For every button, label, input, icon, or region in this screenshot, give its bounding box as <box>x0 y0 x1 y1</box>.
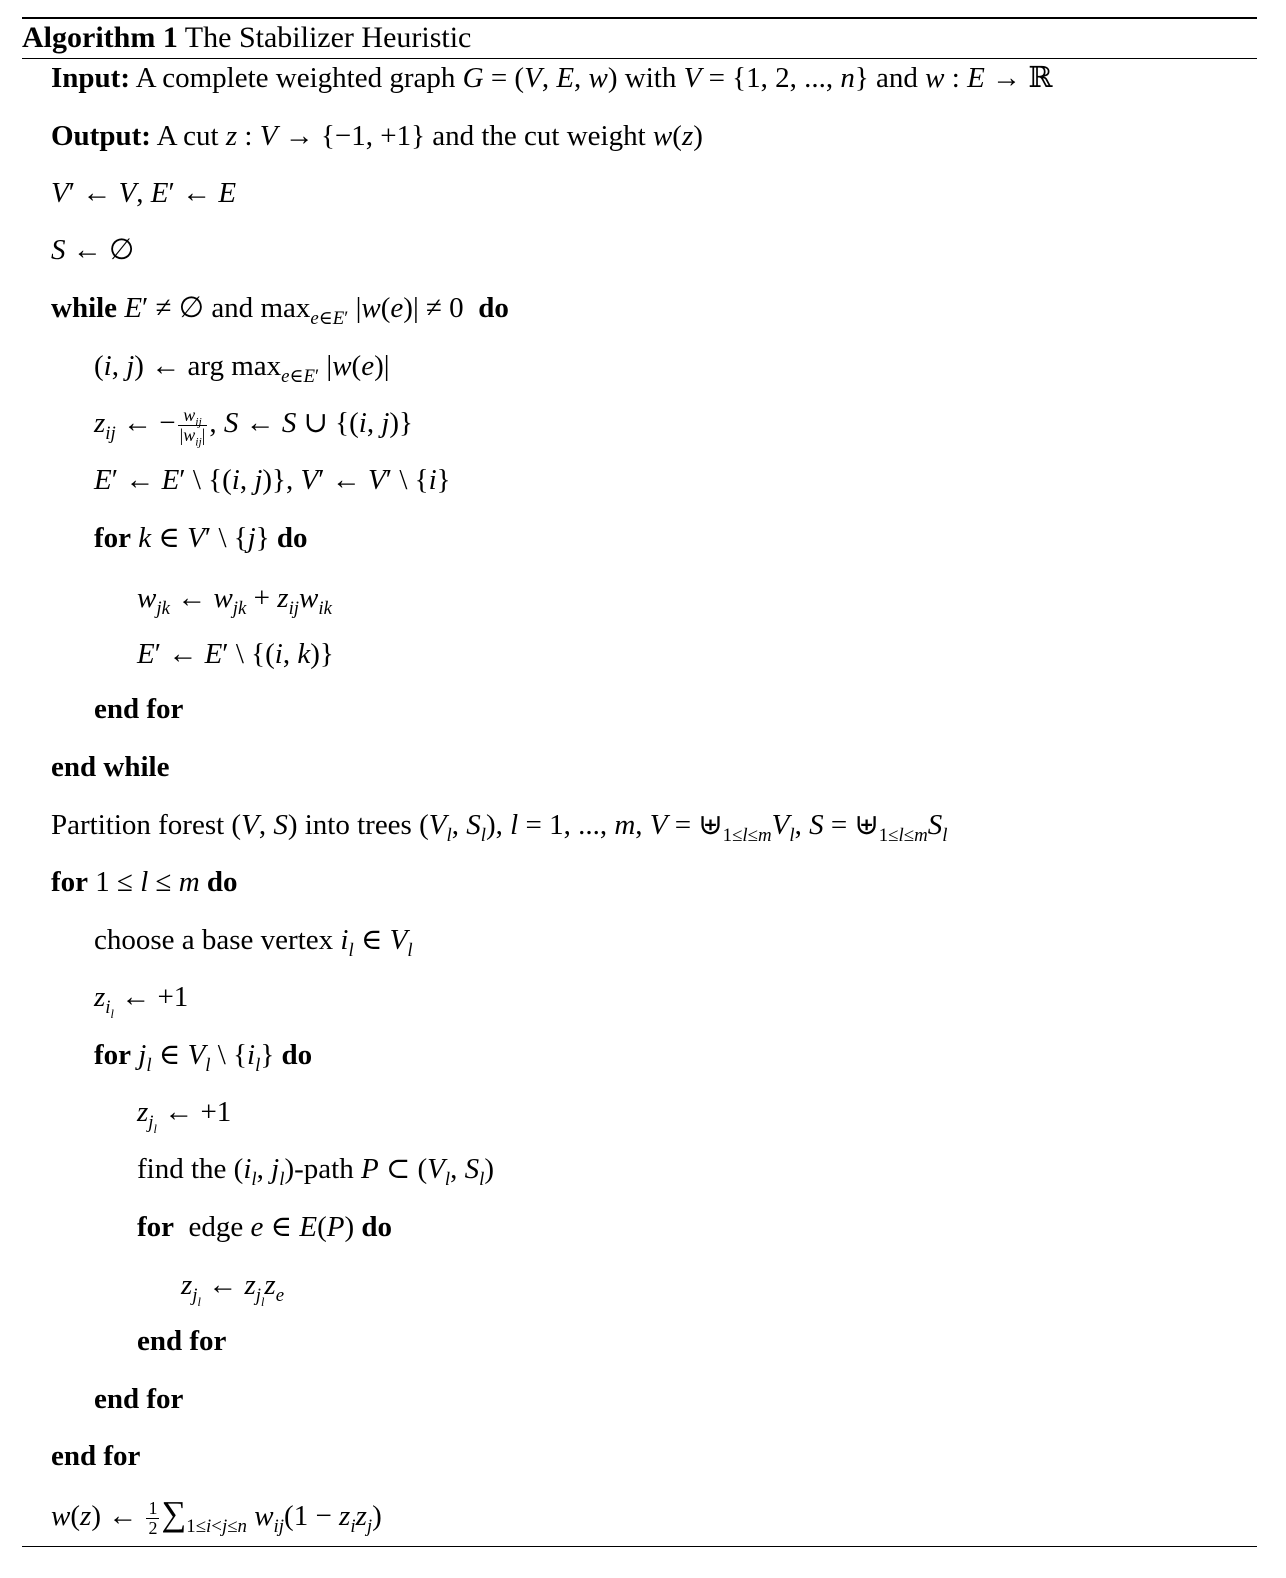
for-keyword: for <box>94 522 132 554</box>
input-line: Input: A complete weighted graph G = (V, E, w) with V = {1, 2, ..., n} and w : E → ℝ <box>51 62 1053 94</box>
bottom-rule <box>22 1546 1257 1547</box>
while-line: while E′ ≠ ∅ and $\max_{e\in E'} |w(e)| \ne 0$ do <box>51 292 509 329</box>
z-jl-line: $z_{j_l}$ ← +1 <box>137 1096 232 1136</box>
for-keyword: for <box>137 1211 175 1243</box>
do-keyword: do <box>276 522 308 554</box>
end-for-keyword: end for <box>94 1383 184 1415</box>
cut-weight-line: w(z) ← $\frac{1}{2}$ $\sum_{1\le i<j\le n}$ $w_{ij}(1 - z_iz_j)$ <box>51 1494 382 1538</box>
for-edge-line: for edge e ∈ E(P) do <box>137 1211 393 1243</box>
for-l-line: for 1 ≤ l ≤ m do <box>51 866 238 898</box>
weight-update-line: $w_{jk}$ ← $w_{jk} + z_{ij}w_{ik}$ <box>137 582 332 619</box>
choose-text: choose a base vertex <box>94 924 334 956</box>
z-il-line: $z_{i_l}$ ← +1 <box>94 981 189 1021</box>
do-keyword: do <box>361 1211 393 1243</box>
output-text-b: and the cut weight <box>432 120 646 152</box>
z-update-line: $z_{j_l}$ ← $z_{j_l}z_e$ <box>181 1269 285 1309</box>
end-for-line <box>94 691 183 727</box>
algorithm-label: Algorithm 1 <box>22 21 178 54</box>
find-text: find the <box>137 1153 227 1185</box>
and-word: and <box>876 62 918 94</box>
remove-ik-line: E′ ← E′ \ {(i, k)} <box>137 638 334 670</box>
and-word: and <box>211 292 254 324</box>
do-keyword: do <box>206 866 238 898</box>
for-k-line: for k ∈ V′ \ {j} do <box>94 522 308 554</box>
partition-text-b: into trees <box>304 809 412 841</box>
output-keyword: Output: <box>51 120 151 152</box>
partition-line: Partition forest (V, S) into trees ($V_l$, $S_l$), l = 1, ..., m, $V = ⊎_{1\le l\le m}V_l$, $S = ⊎_{1\le l\le m}S_l$ <box>51 809 948 846</box>
for-jl-line: for $j_l$ ∈ $V_l$ \ $\{i_l\}$ do <box>94 1039 313 1076</box>
top-rule <box>22 17 1257 19</box>
with-word: with <box>624 62 677 94</box>
init-s-line: S ← ∅ <box>51 234 135 266</box>
output-line: Output: A cut z : V → {−1, +1} and the cut weight w(z) <box>51 120 703 152</box>
end-while-keyword: end while <box>51 751 170 783</box>
edge-text: edge <box>188 1211 244 1243</box>
argmax-word: arg max <box>187 350 282 382</box>
end-for-keyword: end for <box>94 693 184 725</box>
init-vertex-edge-line: V′ ← V, E′ ← E <box>51 177 237 209</box>
path-text: -path <box>294 1153 354 1185</box>
output-text-a: A cut <box>156 120 219 152</box>
remove-edge-line: E′ ← E′ \ {(i, j)}, V′ ← V′ \ {i} <box>94 464 451 496</box>
end-while-line <box>51 749 169 785</box>
choose-base-line: choose a base vertex $i_l$ ∈ $V_l$ <box>94 924 413 961</box>
end-for-line <box>51 1438 140 1474</box>
input-text: A complete weighted graph <box>135 62 456 94</box>
end-for-keyword: end for <box>137 1325 227 1357</box>
find-path-line: find the ($i_l$, $j_l$)-path P ⊂ ($V_l$, $S_l$) <box>137 1153 495 1190</box>
input-keyword: Input: <box>51 62 130 94</box>
do-keyword: do <box>281 1039 313 1071</box>
end-for-line <box>94 1381 183 1417</box>
algorithm-title: The Stabilizer Heuristic <box>184 21 472 54</box>
end-for-line <box>137 1323 226 1359</box>
while-keyword: while <box>51 292 118 324</box>
do-keyword: do <box>478 292 509 324</box>
for-keyword: for <box>94 1039 132 1071</box>
partition-text-a: Partition forest <box>51 809 225 841</box>
max-word: max <box>260 292 311 324</box>
for-keyword: for <box>51 866 89 898</box>
argmax-line: (i, j) ← arg $\max_{e\in E'} |w(e)|$ <box>94 350 390 387</box>
end-for-keyword: end for <box>51 1440 141 1472</box>
algorithm-caption <box>22 20 471 56</box>
z-assign-line: $z_{ij}$ ← − $\frac{w_{ij}}{|w_{ij}|}$ , S ← S ∪ {(i, j)} <box>94 404 413 449</box>
caption-rule <box>22 58 1257 59</box>
